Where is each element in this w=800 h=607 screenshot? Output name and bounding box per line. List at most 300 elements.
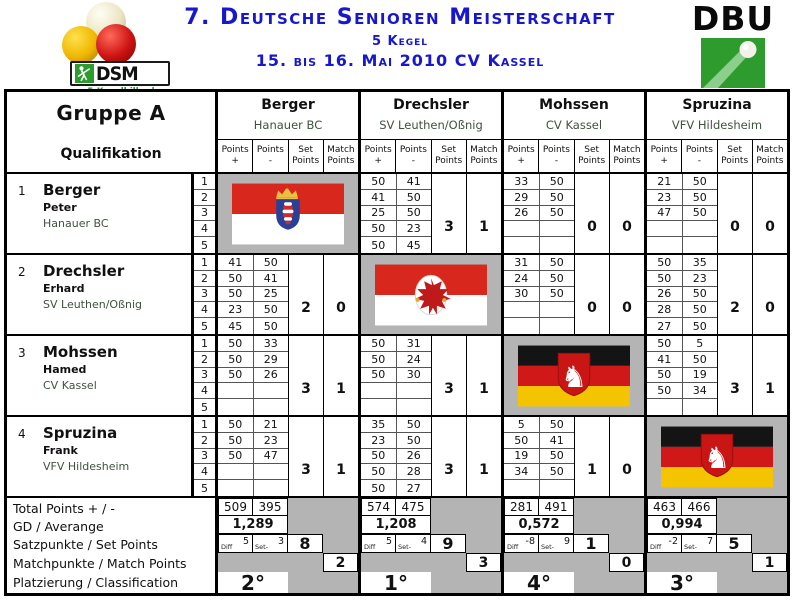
points-minus-value: 50 [692,352,707,366]
classification-row [504,572,644,593]
points-minus-value: 50 [263,303,278,317]
set-score-row [218,480,288,496]
player-row [7,415,787,496]
points-minus-value: 50 [692,319,707,333]
points-minus-value: 50 [406,206,421,220]
subheader-cell: Points + [221,144,249,166]
table-header-row [7,92,787,172]
player-column-club: SV Leuthen/Oßnig [379,118,483,132]
set-score-row [218,433,288,449]
player-column-header [358,92,501,172]
set-points-value: 3 [431,417,466,496]
points-minus-value: 41 [549,433,564,447]
total-points-minus: 395 [253,498,288,516]
set-score-row [218,449,288,465]
set-score-row [218,464,288,480]
set-score-row [218,318,288,334]
player-column-header [215,92,358,172]
set-scores [504,174,574,253]
game-number: 2 [194,433,215,449]
set-scores [361,336,431,415]
points-plus-value [218,464,254,479]
set-points-value: 0 [574,255,609,334]
subheader-cell: Match Points [752,140,787,172]
points-minus-value [540,237,575,253]
points-minus-value: 23 [406,222,421,236]
match-result-cell [215,255,358,334]
points-minus-value: 50 [263,319,278,333]
points-minus-value: 29 [263,352,278,366]
totals-label-sets: Satzpunkte / Set Points [13,537,158,553]
points-plus-value: 35 [361,417,397,432]
set-score-row [218,368,288,384]
points-minus-value [683,237,718,253]
average-row [647,516,787,534]
points-minus-value [683,221,718,236]
game-number: 2 [194,271,215,287]
set-diff-label: Diff [221,543,233,551]
points-minus-value: 41 [263,271,278,285]
match-points-value: 1 [466,336,501,415]
points-plus-value: 50 [218,368,254,383]
match-points-row [647,553,787,572]
set-score-row [504,237,574,253]
totals-column [501,498,644,593]
set-score-row [504,190,574,206]
points-plus-value: 28 [647,302,683,317]
page-title: 7. Deutsche Senioren Meisterschaft [184,5,616,30]
classification-value: 4° [504,572,574,593]
points-minus-value: 19 [692,368,707,382]
points-plus-value [504,480,540,496]
sets-lost-label: Set- [541,543,555,551]
player-firstname: Frank [43,444,78,457]
set-diff-value: -2 [668,536,678,547]
page-subtitle: 5 Kegel [371,34,429,49]
subheader-cell: Match Points [466,140,501,172]
match-result-cell [644,255,787,334]
gd-average-value: 1,289 [218,516,288,534]
set-score-row [647,221,717,237]
total-points-plus: 463 [647,498,682,516]
points-minus-value [254,399,289,415]
total-points-minus: 466 [682,498,717,516]
match-result-cell [644,336,787,415]
points-minus-value [254,383,289,398]
player-club: SV Leuthen/Oßnig [43,298,143,311]
points-plus-value: 50 [218,352,254,367]
set-diff-label: Diff [507,543,519,551]
set-score-row [504,417,574,433]
points-plus-value [218,399,254,415]
game-number: 5 [201,319,208,333]
subheader-cell: Points - [681,140,716,172]
game-number: 5 [201,400,208,414]
total-set-points-value: 9 [431,534,466,553]
points-plus-value: 50 [218,417,254,432]
set-scores [361,174,431,253]
player-column-name: Mohssen [539,97,609,113]
points-plus-value: 50 [218,271,254,286]
match-points-value: 1 [323,336,358,415]
points-plus-value: 50 [218,449,254,464]
points-minus-value: 50 [692,190,707,204]
match-result-cell [501,417,644,496]
average-row [361,516,501,534]
points-plus-value [647,237,683,253]
match-points-value: 0 [323,255,358,334]
match-points-value: 0 [752,174,787,253]
title-block [0,5,800,70]
sets-lost-cell [396,534,431,553]
subheader-cell: Set Points [717,140,752,172]
set-score-row [218,383,288,399]
subheader-cell: Set Points [288,140,323,172]
match-result-cell [358,174,501,253]
game-number: 4 [194,464,215,480]
game-number: 3 [194,449,215,465]
points-minus-value: 50 [406,417,421,431]
dbu-logo [689,2,777,88]
points-minus-value: 50 [549,174,564,188]
set-score-row [647,271,717,287]
points-minus-value: 50 [263,255,278,269]
points-plus-value: 50 [647,336,683,351]
points-plus-value [647,399,683,415]
set-scores [218,336,288,415]
set-score-row [504,302,574,318]
set-points-value: 2 [288,255,323,334]
set-points-value: 0 [574,174,609,253]
set-diff-value: -8 [525,536,535,547]
points-plus-value: 26 [647,287,683,302]
match-points-row [504,553,644,572]
player-row [7,172,787,253]
points-minus-value [683,399,718,415]
points-minus-value: 31 [406,336,421,350]
match-points-value: 1 [323,417,358,496]
points-plus-value: 25 [361,206,397,221]
points-plus-value [218,480,254,496]
points-minus-value: 50 [549,417,564,431]
points-minus-value [397,383,432,398]
points-plus-value: 34 [504,464,540,479]
points-minus-value [540,318,575,334]
points-plus-value: 50 [504,433,540,448]
player-club: CV Kassel [43,379,97,392]
total-match-points-value: 2 [323,553,358,572]
points-minus-value: 50 [406,433,421,447]
points-plus-value [504,302,540,317]
game-number: 3 [194,287,215,303]
column-subheaders [361,139,501,172]
points-minus-value: 25 [263,287,278,301]
points-plus-value [218,383,254,398]
column-subheaders [504,139,644,172]
classification-value: 3° [647,572,717,593]
points-plus-value: 50 [647,255,683,270]
player-column-name: Spruzina [682,97,752,113]
diagonal-flag-cell [215,174,358,253]
points-minus-value: 50 [549,449,564,463]
set-diff-cell [504,534,539,553]
set-score-row [361,417,431,433]
points-minus-value: 50 [406,190,421,204]
points-minus-value: 33 [263,336,278,350]
set-scores [504,255,574,334]
points-plus-value: 31 [504,255,540,270]
set-points-value: 3 [431,174,466,253]
game-number: 5 [201,238,208,252]
points-minus-value: 50 [692,174,707,188]
points-minus-value: 50 [549,271,564,285]
subheader-cell: Points + [507,144,535,166]
player-column-name: Drechsler [393,97,469,113]
points-plus-value: 23 [218,302,254,317]
set-score-row [218,302,288,318]
points-minus-value: 45 [406,238,421,252]
points-plus-value: 50 [218,287,254,302]
points-minus-value: 35 [692,255,707,269]
set-score-row [647,368,717,384]
gd-average-value: 0,572 [504,516,574,534]
points-plus-value: 50 [361,174,397,189]
totals-column [644,498,787,593]
set-score-row [218,287,288,303]
niedersachsen-flag-icon [661,426,773,488]
sets-lost-cell [539,534,574,553]
set-score-row [361,480,431,496]
totals-section [7,496,787,593]
set-score-row [361,399,431,415]
points-plus-value: 50 [647,271,683,286]
set-score-row [361,464,431,480]
set-score-row [361,174,431,190]
set-score-row [647,336,717,352]
dbu-wordmark: DBU [691,0,775,38]
points-minus-value [397,399,432,415]
set-scores [504,417,574,496]
points-plus-value: 29 [504,190,540,205]
game-number: 5 [201,481,208,495]
player-firstname: Peter [43,201,77,214]
points-plus-value [361,383,397,398]
set-diff-value: 5 [385,536,392,547]
svg-text:♞: ♞ [703,440,731,475]
gd-average-value: 0,994 [647,516,717,534]
points-plus-value: 23 [361,433,397,448]
points-minus-value: 23 [692,271,707,285]
set-diff-cell [361,534,396,553]
player-rank-number: 2 [18,265,26,279]
set-scores [647,174,717,253]
set-score-row [647,318,717,334]
points-minus-value: 28 [406,465,421,479]
sets-lost-label: Set- [684,543,698,551]
player-row [7,334,787,415]
sets-lost-cell [682,534,717,553]
total-points-row [361,498,501,516]
match-result-cell [501,174,644,253]
match-points-value: 0 [752,255,787,334]
dbu-cue-ball-icon [701,38,765,88]
player-surname: Drechsler [43,262,125,280]
points-plus-value: 21 [647,174,683,189]
points-plus-value: 23 [647,190,683,205]
group-subtitle: Qualifikation [60,146,162,162]
points-minus-value [540,480,575,496]
points-plus-value [504,318,540,334]
match-result-cell [501,255,644,334]
set-score-row [361,352,431,368]
game-number: 2 [194,190,215,206]
page-dateline: 15. bis 16. Mai 2010 CV Kassel [255,51,545,70]
sets-lost-value: 7 [706,536,713,547]
match-points-value: 0 [609,174,644,253]
set-diff-value: 5 [242,536,249,547]
set-score-row [504,318,574,334]
diagonal-flag-cell [501,336,644,415]
subheader-cell: Match Points [609,140,644,172]
totals-label-place: Platzierung / Classification [13,575,179,591]
game-number: 4 [194,383,215,399]
match-result-cell [358,336,501,415]
classification-row [218,572,358,593]
points-minus-value: 26 [263,368,278,382]
points-minus-value: 50 [692,206,707,220]
group-cell [7,92,215,172]
player-rank-number: 1 [18,184,26,198]
player-club: Hanauer BC [43,217,109,230]
classification-value: 2° [218,572,288,593]
niedersachsen-flag-icon [518,345,630,407]
total-points-plus: 574 [361,498,396,516]
points-minus-value: 5 [696,336,704,350]
subheader-cell: Set Points [574,140,609,172]
sets-lost-label: Set- [398,543,412,551]
set-score-row [218,271,288,287]
column-subheaders [218,139,358,172]
set-points-value: 3 [431,336,466,415]
total-points-row [647,498,787,516]
player-club: VFV Hildesheim [43,460,130,473]
set-score-row [647,302,717,318]
points-minus-value: 50 [692,303,707,317]
points-minus-value: 50 [692,287,707,301]
set-score-row [361,433,431,449]
hessen-flag-icon [232,183,344,245]
points-plus-value: 50 [361,352,397,367]
totals-label-total: Total Points + / - [13,501,115,517]
game-number: 4 [194,302,215,318]
set-score-row [218,336,288,352]
points-plus-value: 50 [361,237,397,253]
match-result-cell [358,417,501,496]
player-column-club: CV Kassel [545,118,603,132]
points-minus-value: 50 [549,206,564,220]
group-title: Gruppe A [56,101,166,125]
dsm-wordmark: DSM [96,62,138,85]
points-plus-value [504,237,540,253]
total-points-row [218,498,358,516]
subheader-cell: Points - [252,140,287,172]
player-firstname: Erhard [43,282,85,295]
player-label [7,417,191,496]
set-diff-cell [647,534,682,553]
total-set-points-value: 1 [574,534,609,553]
set-score-row [647,190,717,206]
sets-lost-value: 9 [563,536,570,547]
set-score-row [218,417,288,433]
points-plus-value [504,221,540,236]
game-number: 1 [194,255,215,271]
points-plus-value: 41 [361,190,397,205]
subheader-cell: Set Points [431,140,466,172]
set-score-row [647,352,717,368]
set-score-row [647,287,717,303]
set-scores [218,255,288,334]
game-number-column [191,174,215,253]
set-diff-label: Diff [650,543,662,551]
points-plus-value [647,221,683,236]
points-minus-value: 27 [406,481,421,495]
player-label [7,255,191,334]
points-plus-value: 50 [361,480,397,496]
points-plus-value: 19 [504,449,540,464]
points-plus-value: 50 [218,433,254,448]
results-table [4,89,790,596]
match-result-cell [215,336,358,415]
set-score-row [361,368,431,384]
game-number-column [191,255,215,334]
points-minus-value [540,221,575,236]
points-minus-value: 30 [406,368,421,382]
totals-labels [7,498,215,593]
player-column-name: Berger [261,97,315,113]
total-set-points-value: 5 [717,534,752,553]
points-minus-value: 50 [549,190,564,204]
points-minus-value: 26 [406,449,421,463]
match-points-value: 1 [466,174,501,253]
brandenburg-flag-icon [375,264,487,326]
set-points-value: 3 [288,336,323,415]
set-score-row [504,287,574,303]
points-plus-value: 5 [504,417,540,432]
points-plus-value: 50 [361,368,397,383]
points-minus-value: 34 [692,384,707,398]
totals-label-gd: GD / Averange [13,518,104,534]
match-points-value: 0 [609,417,644,496]
totals-column [358,498,501,593]
set-score-row [504,221,574,237]
average-row [504,516,644,534]
points-plus-value: 50 [361,464,397,479]
set-score-row [361,237,431,253]
game-number: 3 [194,206,215,222]
totals-column [215,498,358,593]
player-label [7,336,191,415]
points-plus-value: 26 [504,206,540,221]
points-minus-value: 23 [263,433,278,447]
total-match-points-value: 0 [609,553,644,572]
game-number: 2 [194,352,215,368]
points-plus-value: 24 [504,271,540,286]
set-scores [361,417,431,496]
points-plus-value: 50 [647,383,683,398]
set-score-row [218,352,288,368]
totals-label-matches: Matchpunkte / Match Points [13,555,187,571]
match-points-value: 1 [752,336,787,415]
